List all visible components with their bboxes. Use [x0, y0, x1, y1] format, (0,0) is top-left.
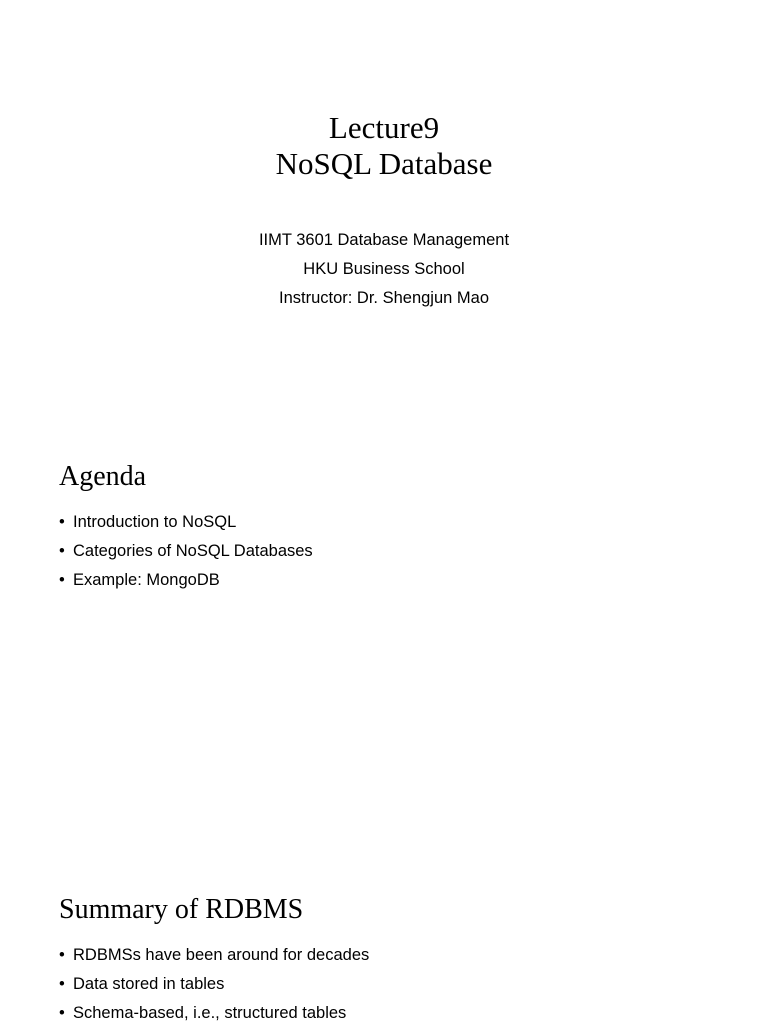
list-item	[59, 941, 369, 970]
bullet-icon: •	[59, 571, 65, 589]
summary-list	[59, 941, 369, 1024]
bullet-icon: •	[59, 946, 65, 964]
bullet-icon: •	[59, 975, 65, 993]
list-item	[59, 566, 313, 595]
title-slide	[0, 0, 768, 432]
list-item-text: Data stored in tables	[73, 975, 225, 993]
agenda-heading: Agenda	[59, 461, 147, 492]
list-item-text: Categories of NoSQL Databases	[73, 542, 313, 560]
course-name: IIMT 3601 Database Management	[258, 231, 510, 249]
bullet-icon: •	[59, 513, 65, 531]
school-name: HKU Business School	[303, 260, 465, 278]
list-item	[59, 970, 369, 999]
agenda-list	[59, 508, 313, 595]
list-item	[59, 537, 313, 566]
slide-subtitle	[0, 226, 768, 313]
bullet-icon: •	[59, 542, 65, 560]
list-item-text: Introduction to NoSQL	[73, 513, 237, 531]
list-item	[59, 999, 369, 1024]
bullet-icon: •	[59, 1004, 65, 1022]
slide-title	[0, 110, 768, 182]
summary-heading: Summary of RDBMS	[59, 894, 304, 925]
summary-slide	[0, 864, 768, 1024]
title-line-topic: NoSQL Database	[275, 146, 493, 181]
list-item-text: Example: MongoDB	[73, 571, 220, 589]
list-item-text: RDBMSs have been around for decades	[73, 946, 370, 964]
list-item-text: Schema-based, i.e., structured tables	[73, 1004, 347, 1022]
instructor-name: Instructor: Dr. Shengjun Mao	[278, 289, 490, 307]
list-item	[59, 508, 313, 537]
agenda-slide	[0, 432, 768, 864]
title-line-lecture: Lecture9	[328, 110, 440, 145]
